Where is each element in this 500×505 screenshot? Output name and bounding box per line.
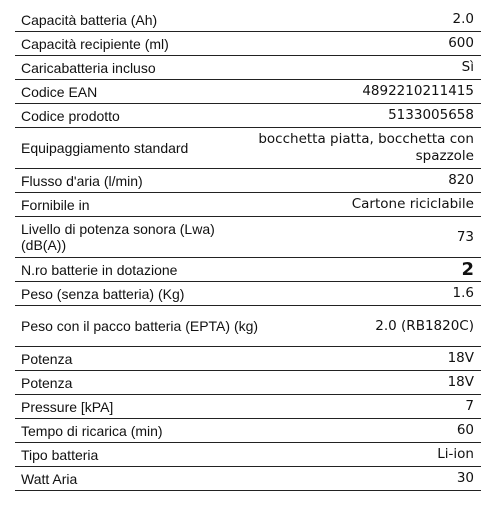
spec-label: Peso (senza batteria) (Kg) bbox=[21, 285, 185, 302]
spec-label: Potenza bbox=[21, 350, 73, 367]
spec-label: Watt Aria bbox=[21, 470, 78, 487]
spec-value: 18V bbox=[447, 350, 474, 366]
spec-value: 60 bbox=[456, 422, 474, 438]
spec-value: Sì bbox=[461, 59, 474, 75]
spec-label: Codice EAN bbox=[21, 83, 98, 100]
spec-value: 18V bbox=[447, 374, 474, 390]
spec-value: 7 bbox=[465, 398, 474, 414]
spec-value: Li-ion bbox=[437, 446, 474, 462]
spec-label: Codice prodotto bbox=[21, 107, 120, 124]
spec-row bbox=[15, 371, 481, 395]
spec-value: 600 bbox=[448, 35, 474, 51]
spec-label: Fornibile in bbox=[21, 196, 90, 213]
spec-value: 820 bbox=[448, 172, 474, 188]
spec-row bbox=[15, 80, 481, 104]
spec-row bbox=[15, 347, 481, 371]
spec-row bbox=[15, 282, 481, 306]
spec-table bbox=[15, 8, 481, 491]
spec-value: 30 bbox=[456, 470, 474, 486]
spec-row bbox=[15, 8, 481, 32]
spec-value: 1.6 bbox=[452, 285, 474, 301]
spec-row bbox=[15, 169, 481, 193]
spec-row bbox=[15, 306, 481, 347]
spec-row bbox=[15, 56, 481, 80]
spec-label: Potenza bbox=[21, 374, 73, 391]
spec-row bbox=[15, 128, 481, 169]
spec-row bbox=[15, 193, 481, 217]
spec-value: bocchetta piatta, bocchetta con spazzole bbox=[258, 131, 474, 164]
spec-row bbox=[15, 395, 481, 419]
spec-label: Equipaggiamento standard bbox=[21, 140, 189, 156]
spec-value: Cartone riciclabile bbox=[351, 196, 474, 212]
spec-label: Capacità recipiente (ml) bbox=[21, 35, 169, 52]
spec-label: Tempo di ricarica (min) bbox=[21, 422, 163, 439]
spec-row bbox=[15, 104, 481, 128]
spec-row bbox=[15, 32, 481, 56]
spec-row bbox=[15, 419, 481, 443]
spec-label: Peso con il pacco batteria (EPTA) (kg) bbox=[21, 318, 259, 334]
spec-label: Tipo batteria bbox=[21, 446, 99, 463]
spec-value: 73 bbox=[456, 228, 474, 245]
spec-label: N.ro batterie in dotazione bbox=[21, 261, 178, 278]
spec-label: Caricabatteria incluso bbox=[21, 59, 156, 76]
spec-row bbox=[15, 217, 481, 258]
spec-value: 4892210211415 bbox=[362, 83, 474, 99]
spec-value: 2.0 bbox=[452, 11, 474, 27]
spec-label: Livello di potenza sonora (Lwa) (dB(A)) bbox=[21, 221, 215, 253]
spec-label: Pressure [kPA] bbox=[21, 398, 114, 415]
spec-row bbox=[15, 258, 481, 282]
spec-label: Flusso d'aria (l/min) bbox=[21, 172, 143, 189]
spec-label: Capacità batteria (Ah) bbox=[21, 11, 158, 28]
spec-value: 2.0 (RB1820C) bbox=[375, 317, 474, 334]
spec-row bbox=[15, 443, 481, 467]
spec-value: 2 bbox=[461, 259, 474, 280]
spec-value: 5133005658 bbox=[388, 107, 474, 123]
spec-row bbox=[15, 467, 481, 491]
